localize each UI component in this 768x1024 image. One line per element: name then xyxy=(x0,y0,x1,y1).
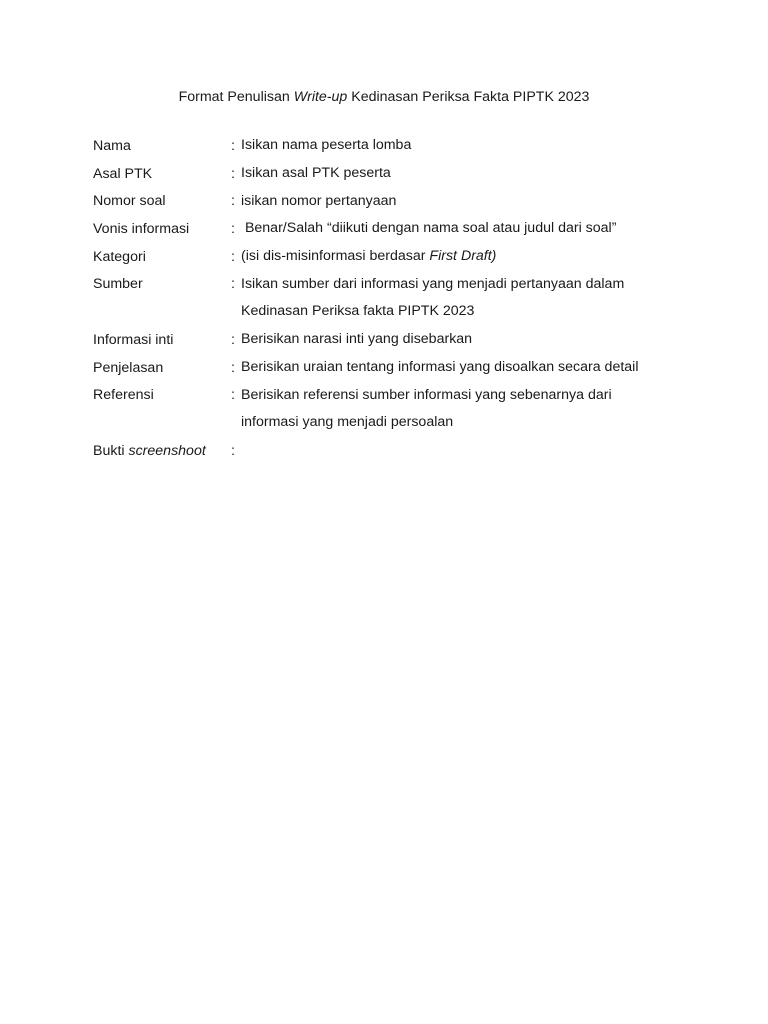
field-colon: : xyxy=(231,359,235,376)
field-value xyxy=(241,354,681,382)
document-title xyxy=(0,88,768,106)
field-label: Vonis informasi xyxy=(93,221,190,238)
field-value xyxy=(241,160,681,188)
field-value xyxy=(241,243,681,271)
title-suffix: Kedinasan Periksa Fakta PIPTK 2023 xyxy=(347,89,590,105)
field-colon: : xyxy=(231,248,235,265)
field-value-italic: First Draft) xyxy=(429,247,497,264)
field-value-line-2: informasi yang menjadi persoalan xyxy=(241,414,454,431)
field-value xyxy=(241,215,681,243)
field-value-line-2: Kedinasan Periksa fakta PIPTK 2023 xyxy=(241,303,475,320)
field-colon: : xyxy=(231,442,235,459)
field-value-text: Isikan nama peserta lomba xyxy=(241,137,412,154)
field-label: Referensi xyxy=(93,387,154,404)
field-value xyxy=(241,326,681,354)
field-colon: : xyxy=(231,276,235,293)
field-label: Asal PTK xyxy=(93,165,153,182)
field-colon: : xyxy=(231,165,235,182)
field-row-bukti-screenshoot xyxy=(93,442,693,470)
field-value xyxy=(241,271,681,326)
field-colon: : xyxy=(231,138,235,154)
title-prefix: Format Penulisan xyxy=(178,89,294,105)
field-value-text: (isi dis-misinformasi berdasar xyxy=(241,247,430,264)
field-label: Kategori xyxy=(93,248,146,265)
field-colon: : xyxy=(231,221,235,238)
field-value-text: Benar/Salah “diikuti dengan nama soal atau judul dari soal” xyxy=(241,220,617,237)
field-value-text: Berisikan narasi inti yang disebarkan xyxy=(241,331,473,348)
field-row-referensi xyxy=(93,386,693,442)
field-colon: : xyxy=(231,193,235,210)
field-value-line-1: Isikan sumber dari informasi yang menjadi pertanyaan dalam xyxy=(241,275,625,292)
field-value xyxy=(241,188,681,216)
field-colon: : xyxy=(231,387,235,404)
field-label: Informasi inti xyxy=(93,331,174,348)
field-label-text: Bukti xyxy=(93,442,129,459)
field-label-italic: screenshoot xyxy=(128,442,206,459)
title-italic: Write-up xyxy=(293,89,348,105)
field-label: Penjelasan xyxy=(93,359,164,376)
field-value xyxy=(241,382,681,437)
field-value-text: Berisikan uraian tentang informasi yang disoalkan secara detail xyxy=(241,358,639,375)
field-label: Nama xyxy=(93,138,131,154)
field-value-text: isikan nomor pertanyaan xyxy=(241,192,397,209)
field-label: Nomor soal xyxy=(93,193,166,210)
field-value-text: Isikan asal PTK peserta xyxy=(241,164,391,181)
field-list xyxy=(93,137,693,470)
field-value xyxy=(241,132,681,160)
field-label xyxy=(93,442,231,460)
field-colon: : xyxy=(231,331,235,348)
field-value-line-1: Berisikan referensi sumber informasi yang sebenarnya dari xyxy=(241,386,612,403)
field-label: Sumber xyxy=(93,276,143,293)
field-row-sumber xyxy=(93,275,693,331)
